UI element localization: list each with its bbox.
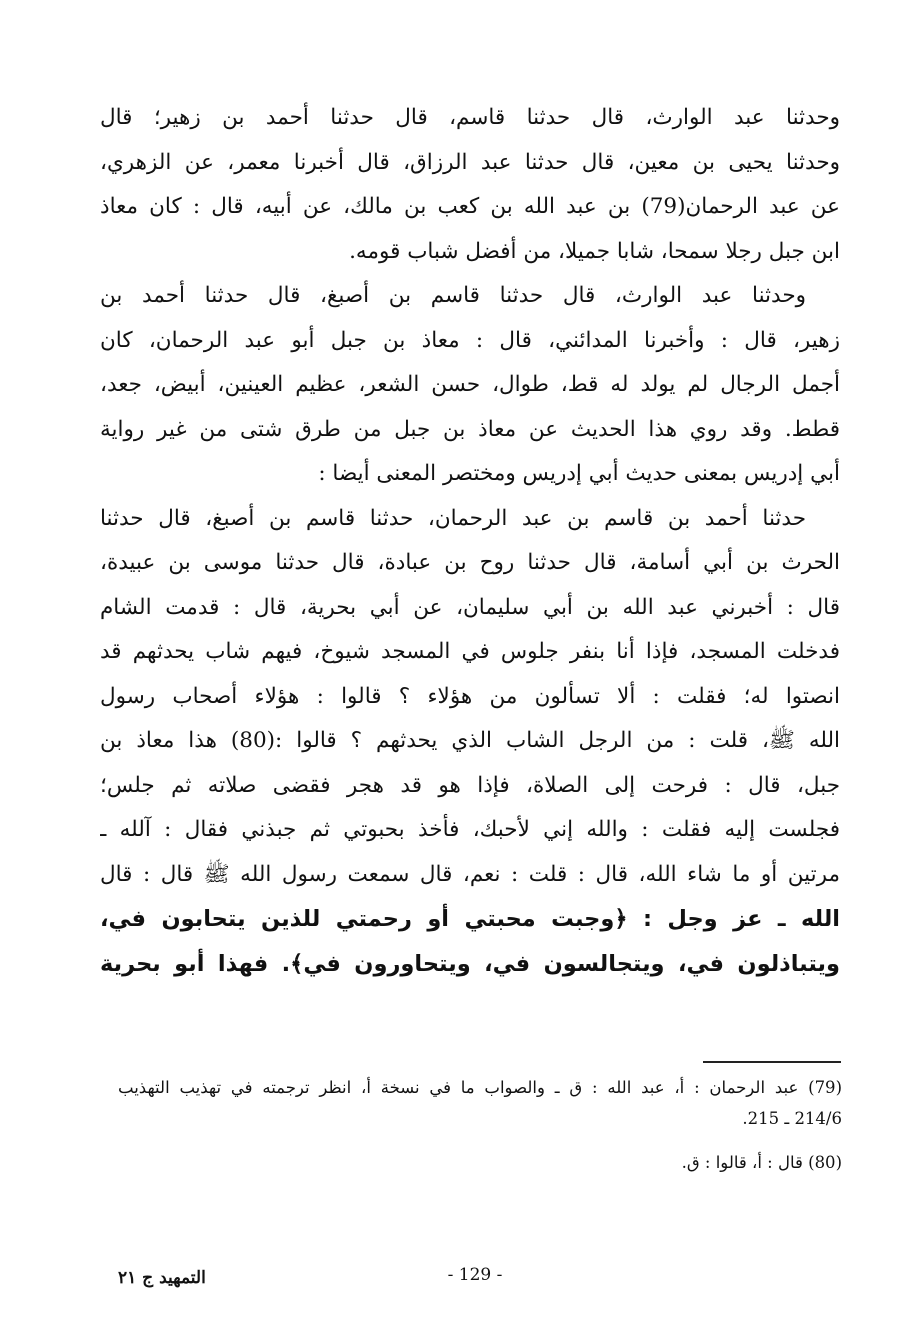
- text-line: فجلست إليه فقلت : والله إني لأحبك، فأخذ بحبوتي ثم جبذني فقال : آلله ـ: [100, 817, 840, 842]
- text-line: أبي إدريس بمعنى حديث أبي إدريس ومختصر المعنى أيضا :: [318, 461, 840, 486]
- text-line: وحدثنا يحيى بن معين، قال حدثنا عبد الرزاق، قال أخبرنا معمر، عن الزهري،: [100, 149, 840, 175]
- text-line: حدثنا أحمد بن قاسم بن عبد الرحمان، حدثنا قاسم بن أصبغ، قال حدثنا: [100, 505, 806, 531]
- footnote-79: (79) عبد الرحمان : أ، عبد الله : ق ـ والصواب ما في نسخة أ، انظر ترجمته في تهذيب التهذيب: [118, 1078, 842, 1097]
- text-line: الله ﷺ، قلت : من الرجل الشاب الذي يحدثهم ؟ قالوا :(80) هذا معاذ بن: [100, 728, 840, 753]
- text-line: فدخلت المسجد، فإذا أنا بنفر جلوس في المسجد شيوخ، فيهم شاب يحدثهم قد: [100, 639, 840, 664]
- text-line: وحدثنا عبد الوارث، قال حدثنا قاسم، قال حدثنا أحمد بن زهير؛ قال: [100, 105, 840, 130]
- quran-verse-line: ويتباذلون في، ويتجالسون في، ويتحاورون في﴾. فهذا أبو بحرية: [100, 950, 840, 977]
- text-line: انصتوا له؛ فقلت : ألا تسألون من هؤلاء ؟ قالوا : هؤلاء أصحاب رسول: [100, 683, 840, 709]
- main-text: [100, 96, 840, 986]
- quran-verse-line: الله ـ عز وجل : ﴿وجبت محبتي أو رحمتي للذين يتحابون في،: [100, 906, 840, 932]
- text-line: مرتين أو ما شاء الله، قال : قلت : نعم، قال سمعت رسول الله ﷺ قال : قال: [100, 861, 840, 887]
- text-line: قطط. وقد روي هذا الحديث عن معاذ بن جبل من طرق شتى من غير رواية: [100, 416, 840, 442]
- text-line: عن عبد الرحمان(79) بن عبد الله بن كعب بن مالك، عن أبيه، قال : كان معاذ: [100, 194, 840, 219]
- signature-mark: التمهيد ج ٢١: [118, 1268, 206, 1288]
- footnote-80: (80) قال : أ، قالوا : ق.: [681, 1153, 842, 1172]
- text-line: ابن جبل رجلا سمحا، شابا جميلا، من أفضل شباب قومه.: [349, 238, 840, 264]
- text-line: قال : أخبرني عبد الله بن أبي سليمان، عن أبي بحرية، قال : قدمت الشام: [100, 594, 840, 620]
- text-line: الحرث بن أبي أسامة، قال حدثنا روح بن عبادة، قال حدثنا موسى بن عبيدة،: [100, 550, 840, 575]
- text-line: زهير، قال : وأخبرنا المدائني، قال : معاذ بن جبل أبو عبد الرحمان، كان: [100, 327, 840, 353]
- page-number: - 129 -: [447, 1265, 503, 1285]
- text-line: جبل، قال : فرحت إلى الصلاة، فإذا هو قد هجر فقضى صلاته ثم جلس؛: [100, 772, 840, 798]
- text-line: أجمل الرجال لم يولد له قط، طوال، حسن الشعر، عظيم العينين، أبيض، جعد،: [100, 372, 840, 397]
- footnote-79-continued: 214/6 ـ 215.: [742, 1109, 842, 1128]
- text-line: وحدثنا عبد الوارث، قال حدثنا قاسم بن أصبغ، قال حدثنا أحمد بن: [100, 283, 806, 308]
- footnote-separator: [703, 1061, 841, 1063]
- footnotes: [118, 1072, 842, 1178]
